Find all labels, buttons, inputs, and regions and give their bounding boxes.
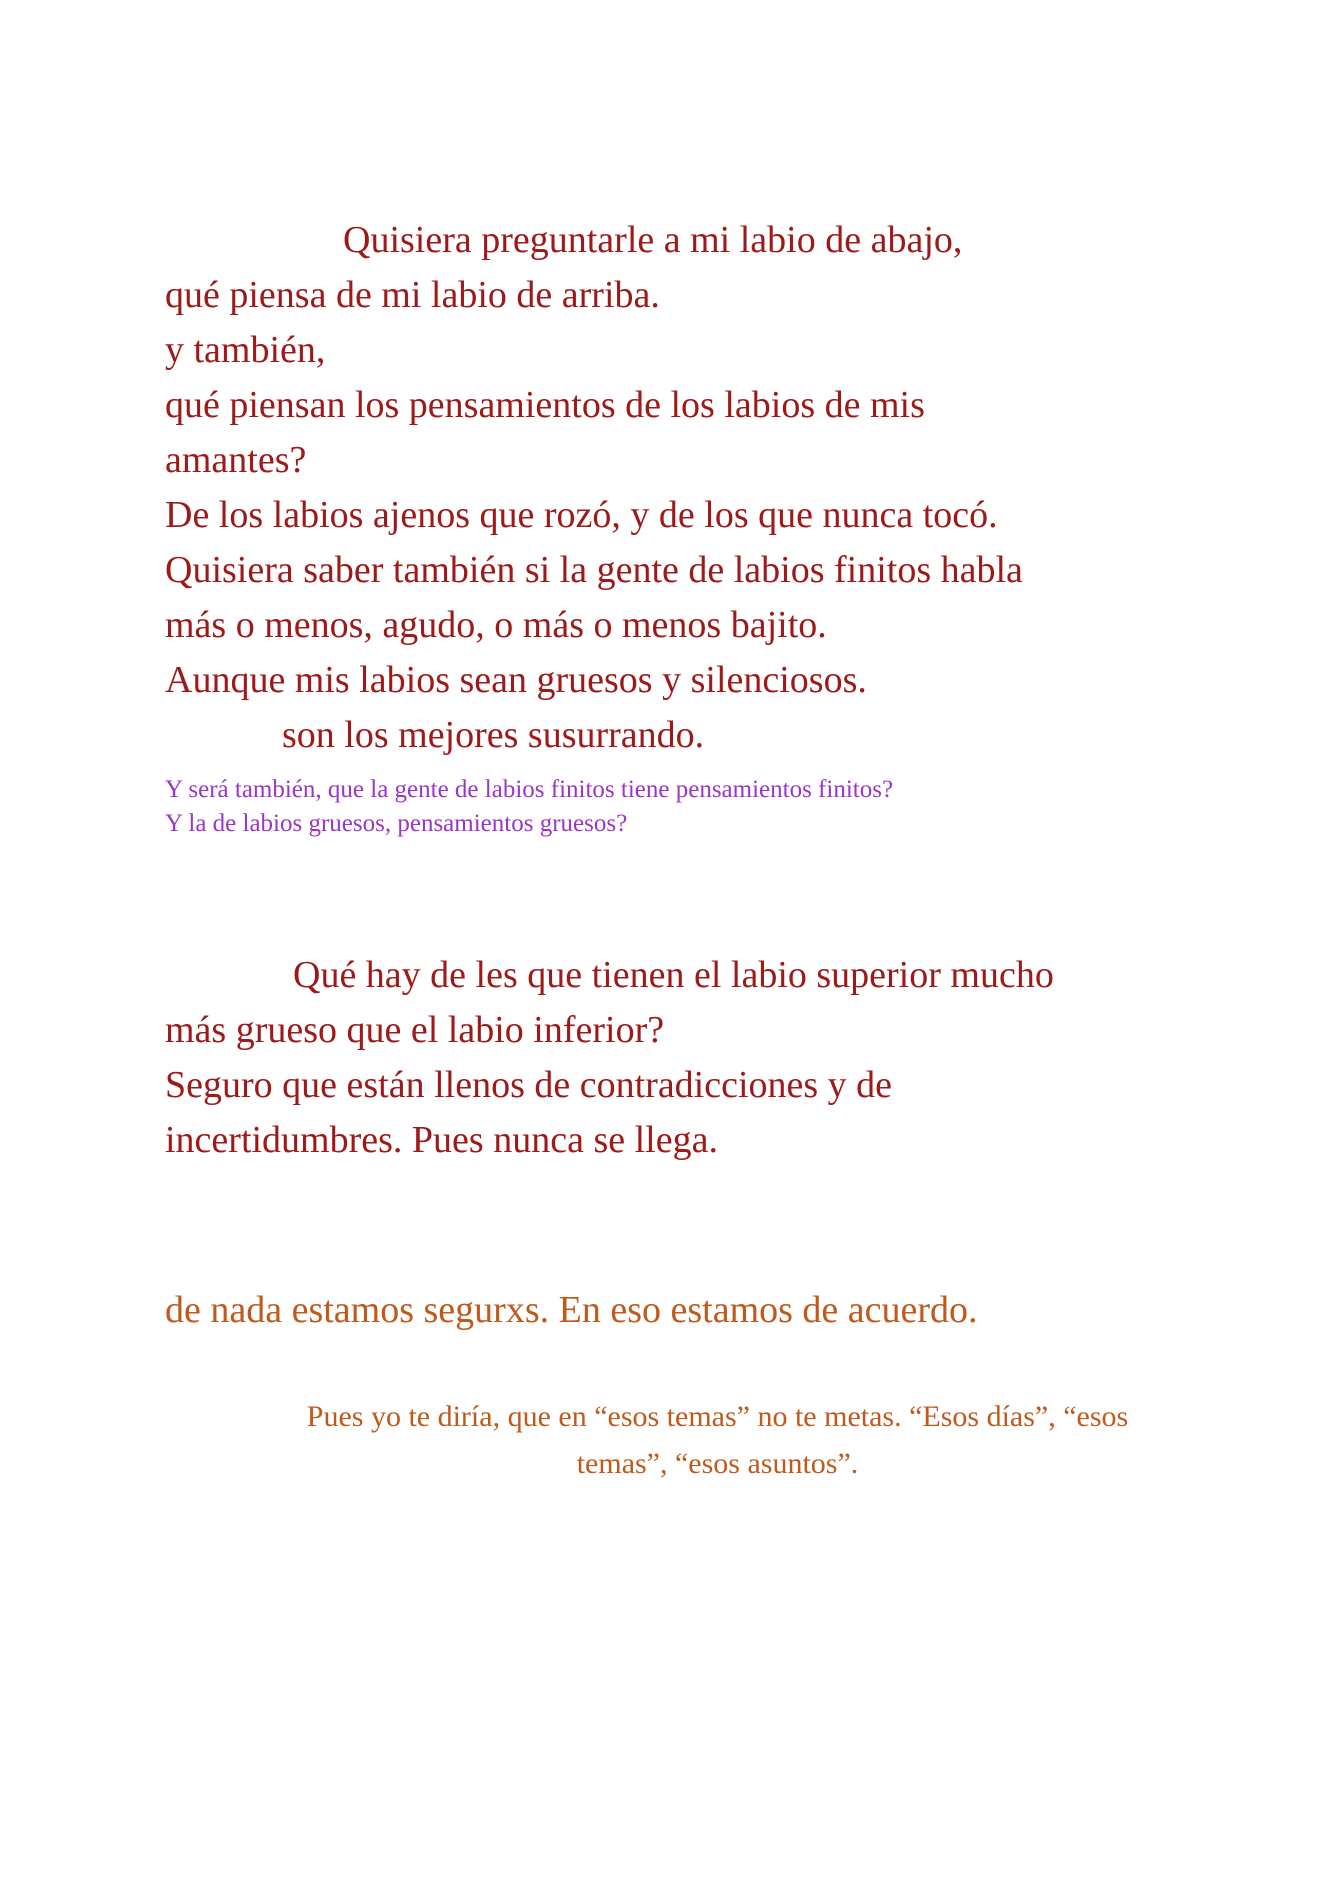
poem-line: Qué hay de les que tienen el labio superior mucho (293, 954, 1054, 996)
poem-line: De los labios ajenos que rozó, y de los que nunca tocó. (165, 494, 998, 536)
poem-line: qué piensa de mi labio de arriba. (165, 274, 660, 316)
closing-line: temas”, “esos asuntos”. (576, 1447, 859, 1480)
accent-statement (165, 1283, 1270, 1338)
accent-line: de nada estamos segurxs. En eso estamos de acuerdo. (165, 1289, 978, 1331)
closing-line: Pues yo te diría, que en “esos temas” no te metas. “Esos días”, “esos (306, 1400, 1129, 1433)
poem-line: amantes? (165, 439, 307, 481)
poem-line: Seguro que están llenos de contradicciones y de (165, 1064, 893, 1106)
aside-line: Y será también, que la gente de labios finitos tiene pensamientos finitos? (165, 776, 894, 803)
poem-line: Aunque mis labios sean gruesos y silenciosos. (165, 659, 867, 701)
poem-line: más o menos, agudo, o más o menos bajito. (165, 604, 827, 646)
poem-aside-questions (165, 773, 1270, 841)
poem-line: son los mejores susurrando. (282, 714, 705, 756)
closing-note (165, 1393, 1270, 1487)
poem-line: más grueso que el labio inferior? (165, 1009, 665, 1051)
poem-line: incertidumbres. Pues nunca se llega. (165, 1119, 718, 1161)
poem-stanza-2 (165, 948, 1270, 1168)
aside-line: Y la de labios gruesos, pensamientos gruesos? (165, 810, 628, 837)
poem-line: qué piensan los pensamientos de los labios de mis (165, 384, 925, 426)
poem-line: y también, (165, 329, 326, 371)
poem-stanza-1 (165, 213, 1270, 763)
poem-line: Quisiera saber también si la gente de labios finitos habla (165, 549, 1023, 591)
poem-line: Quisiera preguntarle a mi labio de abajo, (343, 219, 963, 261)
